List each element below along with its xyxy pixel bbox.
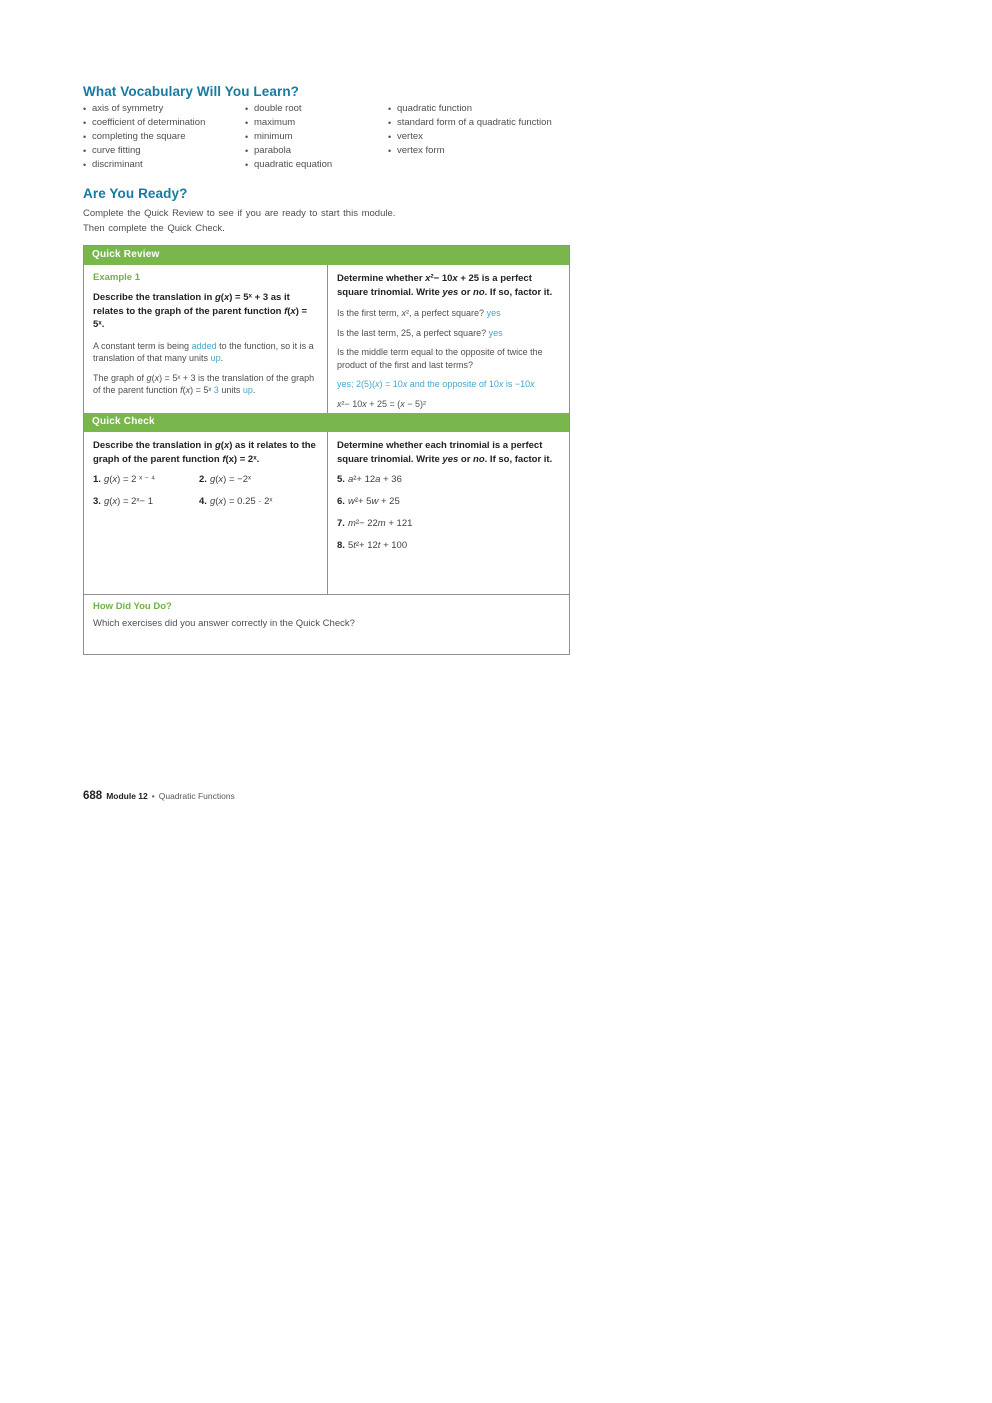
module-title: Quadratic Functions xyxy=(158,791,235,801)
vocab-term: • curve fitting xyxy=(83,144,245,158)
quick-review-right-cell xyxy=(328,265,569,413)
review-problem-statement: Describe the translation in g(x) = 5ˣ + 3 as it relates to the graph of the parent function f(x) = 5ˣ. xyxy=(93,292,308,330)
vocab-term: • vertex xyxy=(388,130,558,144)
exercise-3 xyxy=(93,496,199,507)
exercise-expression: g(x) = 2ˣ− 1 xyxy=(103,496,154,507)
trinomial-answer: yes; 2(5)(x) = 10x and the opposite of 10x is −10x xyxy=(337,379,535,389)
quick-check-row xyxy=(84,432,569,594)
check-exercises-left xyxy=(93,474,318,507)
check-problem-statement-left: Describe the translation in g(x) as it relates to the graph of the parent function f(x) = 2ˣ. xyxy=(93,440,316,465)
exercise-expression: g(x) = 2 ˣ ⁻ ⁴ xyxy=(103,474,156,485)
quick-review-table xyxy=(83,245,570,655)
exercise-1 xyxy=(93,474,199,485)
vocab-column-1 xyxy=(83,102,245,172)
vocab-term: • axis of symmetry xyxy=(83,102,245,116)
quick-review-row xyxy=(84,265,569,413)
example-label: Example 1 xyxy=(93,272,140,283)
trinomial-problem-statement: Determine whether x²− 10x + 25 is a perfect square trinomial. Write yes or no. If so, factor it. xyxy=(337,273,553,298)
page-footer xyxy=(83,790,235,802)
vocab-term: • parabola xyxy=(245,144,388,158)
check-exercises-right xyxy=(337,474,560,551)
vocab-term: • standard form of a quadratic function xyxy=(388,116,558,130)
quick-check-right-cell xyxy=(328,432,569,594)
module-label: Module 12 xyxy=(106,791,148,801)
vocab-term: • quadratic equation xyxy=(245,158,388,172)
exercise-7 xyxy=(337,518,560,529)
exercise-2 xyxy=(199,474,318,485)
vocab-term: • coefficient of determination xyxy=(83,116,245,130)
exercise-expression: g(x) = −2ˣ xyxy=(209,474,252,485)
trinomial-conclusion: x²− 10x + 25 = (x − 5)² xyxy=(337,398,427,409)
vocab-section-title: What Vocabulary Will You Learn? xyxy=(83,84,300,99)
exercise-number: 4. xyxy=(199,496,207,507)
vocab-term: • double root xyxy=(245,102,388,116)
review-explanation-2: The graph of g(x) = 5ˣ + 3 is the translation of the graph of the parent function f(x) = 5ˣ 3 units up. xyxy=(93,372,315,395)
exercise-number: 6. xyxy=(337,496,345,507)
vocab-term: • quadratic function xyxy=(388,102,558,116)
exercise-number: 8. xyxy=(337,540,345,551)
exercise-6 xyxy=(337,496,560,507)
ready-intro-line-2: Then complete the Quick Check. xyxy=(83,223,225,234)
exercise-number: 5. xyxy=(337,474,345,485)
quick-review-left-cell xyxy=(84,265,328,413)
exercise-number: 3. xyxy=(93,496,101,507)
how-did-you-do-question: Which exercises did you answer correctly in the Quick Check? xyxy=(93,618,355,629)
trinomial-question-1: Is the first term, x², a perfect square? yes xyxy=(337,308,501,318)
exercise-number: 2. xyxy=(199,474,207,485)
check-problem-statement-right: Determine whether each trinomial is a perfect square trinomial. Write yes or no. If so, factor it. xyxy=(337,440,553,465)
vocab-column-2 xyxy=(245,102,388,172)
exercise-expression: a²+ 12a + 36 xyxy=(347,474,402,485)
vocab-columns xyxy=(83,102,558,172)
quick-review-header: Quick Review xyxy=(84,246,569,265)
exercise-5 xyxy=(337,474,560,485)
exercise-expression: w²+ 5w + 25 xyxy=(347,496,400,507)
footer-separator: • xyxy=(151,791,155,801)
page-number: 688 xyxy=(83,790,103,802)
vocab-term: • vertex form xyxy=(388,144,558,158)
exercise-number: 7. xyxy=(337,518,345,529)
quick-check-header: Quick Check xyxy=(84,413,569,432)
exercise-expression: m²− 22m + 121 xyxy=(347,518,413,529)
exercise-4 xyxy=(199,496,318,507)
ready-intro-paragraph xyxy=(83,206,395,236)
ready-intro-line-1: Complete the Quick Review to see if you are ready to start this module. xyxy=(83,208,396,219)
vocab-column-3 xyxy=(388,102,558,172)
vocab-term: • completing the square xyxy=(83,130,245,144)
exercise-number: 1. xyxy=(93,474,101,485)
ready-section-title: Are You Ready? xyxy=(83,186,188,201)
review-explanation-1: A constant term is being added to the function, so it is a translation of that many units up. xyxy=(93,340,314,363)
exercise-8 xyxy=(337,540,560,551)
vocab-term: • minimum xyxy=(245,130,388,144)
exercise-expression: 5t²+ 12t + 100 xyxy=(347,540,408,551)
vocab-term: • maximum xyxy=(245,116,388,130)
trinomial-question-3: Is the middle term equal to the opposite of twice the product of the first and last terms? xyxy=(337,347,543,370)
how-did-you-do-row xyxy=(84,594,569,654)
exercise-expression: g(x) = 0.25 · 2ˣ xyxy=(209,496,273,507)
how-did-you-do-title: How Did You Do? xyxy=(93,601,172,612)
quick-check-left-cell xyxy=(84,432,328,594)
trinomial-question-2: Is the last term, 25, a perfect square? yes xyxy=(337,327,503,338)
vocab-term: • discriminant xyxy=(83,158,245,172)
